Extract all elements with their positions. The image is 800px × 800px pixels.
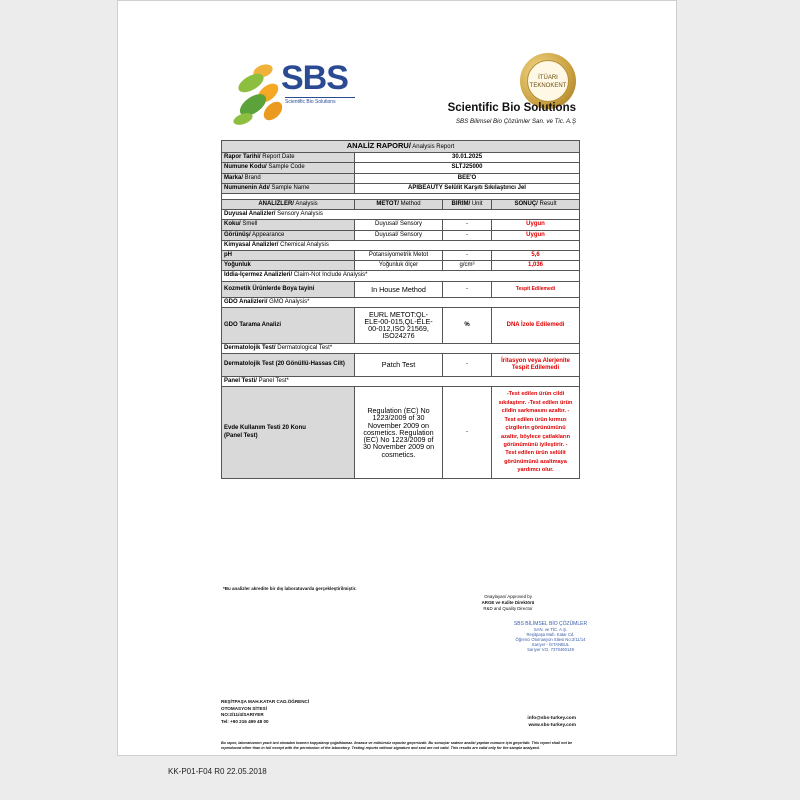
section-header-row bbox=[222, 377, 580, 387]
table-row bbox=[222, 261, 580, 271]
info-value: BEE'O bbox=[355, 173, 580, 183]
method-cell: Yoğunluk ölçer bbox=[355, 261, 443, 271]
table-row bbox=[222, 387, 580, 478]
accreditation-note: *Bu analizler akredite bir dış laboratuvarda gerçekleştirilmiştir. bbox=[223, 586, 357, 591]
result-cell: Tespit Edilemedi bbox=[492, 281, 580, 297]
result-cell: İritasyon veya Alerjenite Tespit Edilemedi bbox=[492, 353, 580, 376]
analysis-report-table bbox=[221, 140, 580, 479]
info-label: Rapor Tarihi/ Report Date bbox=[222, 153, 355, 163]
analysis-name: Evde Kullanım Testi 20 Konu (Panel Test) bbox=[222, 387, 355, 478]
table-row bbox=[222, 220, 580, 230]
result-cell: 5,6 bbox=[492, 251, 580, 261]
unit-cell: - bbox=[443, 353, 492, 376]
section-header: Dermatolojik Test/ Dermatological Test* bbox=[222, 343, 580, 353]
company-subtitle: SBS Bilimsel Bio Çözümler San. ve Tic. A.Ş bbox=[455, 118, 576, 125]
result-cell: DNA İzole Edilemedi bbox=[492, 307, 580, 343]
approver-title-en: R&D and Quality Director bbox=[483, 606, 533, 611]
method-cell: In House Method bbox=[355, 281, 443, 297]
disclaimer: Bu rapor, laboratuvarın yazılı izni olmadan kısmen kopyalanıp çoğaltılamaz. İmzasız ve mühürsüz raporlar geçersizdir. Bu sonuçlar sadece analizi yapılan numune için geçerlidir. This report shall not be reproduced other than in full except with the permission of the laboratory. Testing reports without signature and seal are not valid. This results are valid only for the sample analyzed. bbox=[221, 741, 573, 750]
approver-title: ARGE ve Kalite Direktörü bbox=[481, 600, 535, 605]
info-label: Marka/ Brand bbox=[222, 173, 355, 183]
analysis-name: Kozmetik Ürünlerde Boya tayini bbox=[222, 281, 355, 297]
analysis-name: pH bbox=[222, 251, 355, 261]
unit-cell: - bbox=[443, 220, 492, 230]
section-header-row bbox=[222, 240, 580, 250]
method-cell: Patch Test bbox=[355, 353, 443, 376]
table-row bbox=[222, 230, 580, 240]
unit-cell: - bbox=[443, 281, 492, 297]
report-title: ANALİZ RAPORU/ Analysis Report bbox=[222, 141, 580, 153]
result-cell: -Test edilen ürün cildi sıkılaştırır. -Test edilen ürün cildin sarkmasını azaltır. -Test edilen ürün kırmızı çizgilerin görünümünü azaltır, böylece çatlakların görünümünü iyileştirir. -Test edilen ürün selülit görünümünü azaltmaya yardımcı olur. bbox=[492, 387, 580, 478]
title-row bbox=[222, 141, 580, 153]
result-cell: Uygun bbox=[492, 220, 580, 230]
info-row bbox=[222, 163, 580, 173]
result-cell: 1,036 bbox=[492, 261, 580, 271]
logo-subtitle: Scientific Bio Solutions bbox=[285, 97, 355, 105]
info-row bbox=[222, 153, 580, 163]
seal-text: İTÜARI TEKNOKENT bbox=[527, 60, 569, 102]
info-row bbox=[222, 183, 580, 193]
method-cell: Regulation (EC) No 1223/2009 of 30 November 2009 on cosmetics. Regulation (EC) No 1223/2009 of 30 November 2009 on cosmetics. bbox=[355, 387, 443, 478]
company-stamp: SBS BİLİMSEL BİO ÇÖZÜMLER SAN. ve TİC. A.Ş. Reşitpaşa Mah. Katar Cd. Öğrenci Otomasyon Sitesi No:2/11/14 Sarıyer - İSTANBUL Sarıyer V.D. 7370460149 bbox=[513, 621, 588, 652]
info-value: APIBEAUTY Selülit Karşıtı Sıkılaştırıcı Jel bbox=[355, 183, 580, 193]
column-header: METOT/ Method bbox=[355, 200, 443, 210]
teknokent-seal bbox=[520, 53, 576, 109]
section-header-row bbox=[222, 297, 580, 307]
method-cell: Duyusal/ Sensory bbox=[355, 230, 443, 240]
section-header: Duyusal Analizler/ Sensory Analysis bbox=[222, 210, 580, 220]
result-cell: Uygun bbox=[492, 230, 580, 240]
method-cell: Potansiyometrik Metot bbox=[355, 251, 443, 261]
analysis-name: Görünüş/ Appearance bbox=[222, 230, 355, 240]
unit-cell: - bbox=[443, 251, 492, 261]
section-header-row bbox=[222, 271, 580, 281]
email-link[interactable]: info@sbs-turkey.com bbox=[527, 716, 576, 721]
method-cell: Duyusal/ Sensory bbox=[355, 220, 443, 230]
section-header: Panel Testi/ Panel Test* bbox=[222, 377, 580, 387]
info-label: Numune Kodu/ Sample Code bbox=[222, 163, 355, 173]
analysis-name: Dermatolojik Test (20 Gönüllü-Hassas Cilt) bbox=[222, 353, 355, 376]
approved-by: Onaylayan/ Approved by bbox=[484, 594, 532, 599]
unit-cell: - bbox=[443, 230, 492, 240]
analysis-name: Koku/ Smell bbox=[222, 220, 355, 230]
web-link[interactable]: www.sbs-turkey.com bbox=[528, 723, 576, 728]
column-header: ANALİZLER/ Analysis bbox=[222, 200, 355, 210]
section-header-row bbox=[222, 343, 580, 353]
company-contacts bbox=[527, 715, 576, 729]
info-value: SLTJ25000 bbox=[355, 163, 580, 173]
method-cell: EURL METOT:QL-ELE-00-015,QL-ELE-00-012,ISO 21569, ISO24276 bbox=[355, 307, 443, 343]
form-code: KK-P01-F04 R0 22.05.2018 bbox=[168, 767, 267, 776]
analysis-name: GDO Tarama Analizi bbox=[222, 307, 355, 343]
company-address: REŞİTPAŞA MAH.KATAR CAD.ÖĞRENCİ OTOMASYON SİTESİ NO:2/11/4/SARIYER Tel: +90 216 499 48 00 bbox=[221, 699, 310, 724]
table-row bbox=[222, 353, 580, 376]
info-row bbox=[222, 173, 580, 183]
column-header: BİRİM/ Unit bbox=[443, 200, 492, 210]
company-name: Scientific Bio Solutions bbox=[447, 102, 576, 114]
sbs-logo bbox=[223, 53, 353, 128]
column-header-row bbox=[222, 200, 580, 210]
column-header: SONUÇ/ Result bbox=[492, 200, 580, 210]
unit-cell: % bbox=[443, 307, 492, 343]
info-value: 30.01.2025 bbox=[355, 153, 580, 163]
table-row bbox=[222, 307, 580, 343]
section-header: Kimyasal Analizler/ Chemical Analysis bbox=[222, 240, 580, 250]
approval-block bbox=[443, 594, 573, 612]
section-header: İddia-İçermez Analizleri/ Claim-Not Include Analysis* bbox=[222, 271, 580, 281]
section-header-row bbox=[222, 210, 580, 220]
table-row bbox=[222, 251, 580, 261]
info-label: Numunenin Adı/ Sample Name bbox=[222, 183, 355, 193]
unit-cell: g/cm³ bbox=[443, 261, 492, 271]
section-header: GDO Analizleri/ GMO Analysis* bbox=[222, 297, 580, 307]
report-page bbox=[117, 0, 677, 756]
logo-text: SBS bbox=[281, 59, 348, 97]
unit-cell: - bbox=[443, 387, 492, 478]
table-row bbox=[222, 281, 580, 297]
analysis-name: Yoğunluk bbox=[222, 261, 355, 271]
